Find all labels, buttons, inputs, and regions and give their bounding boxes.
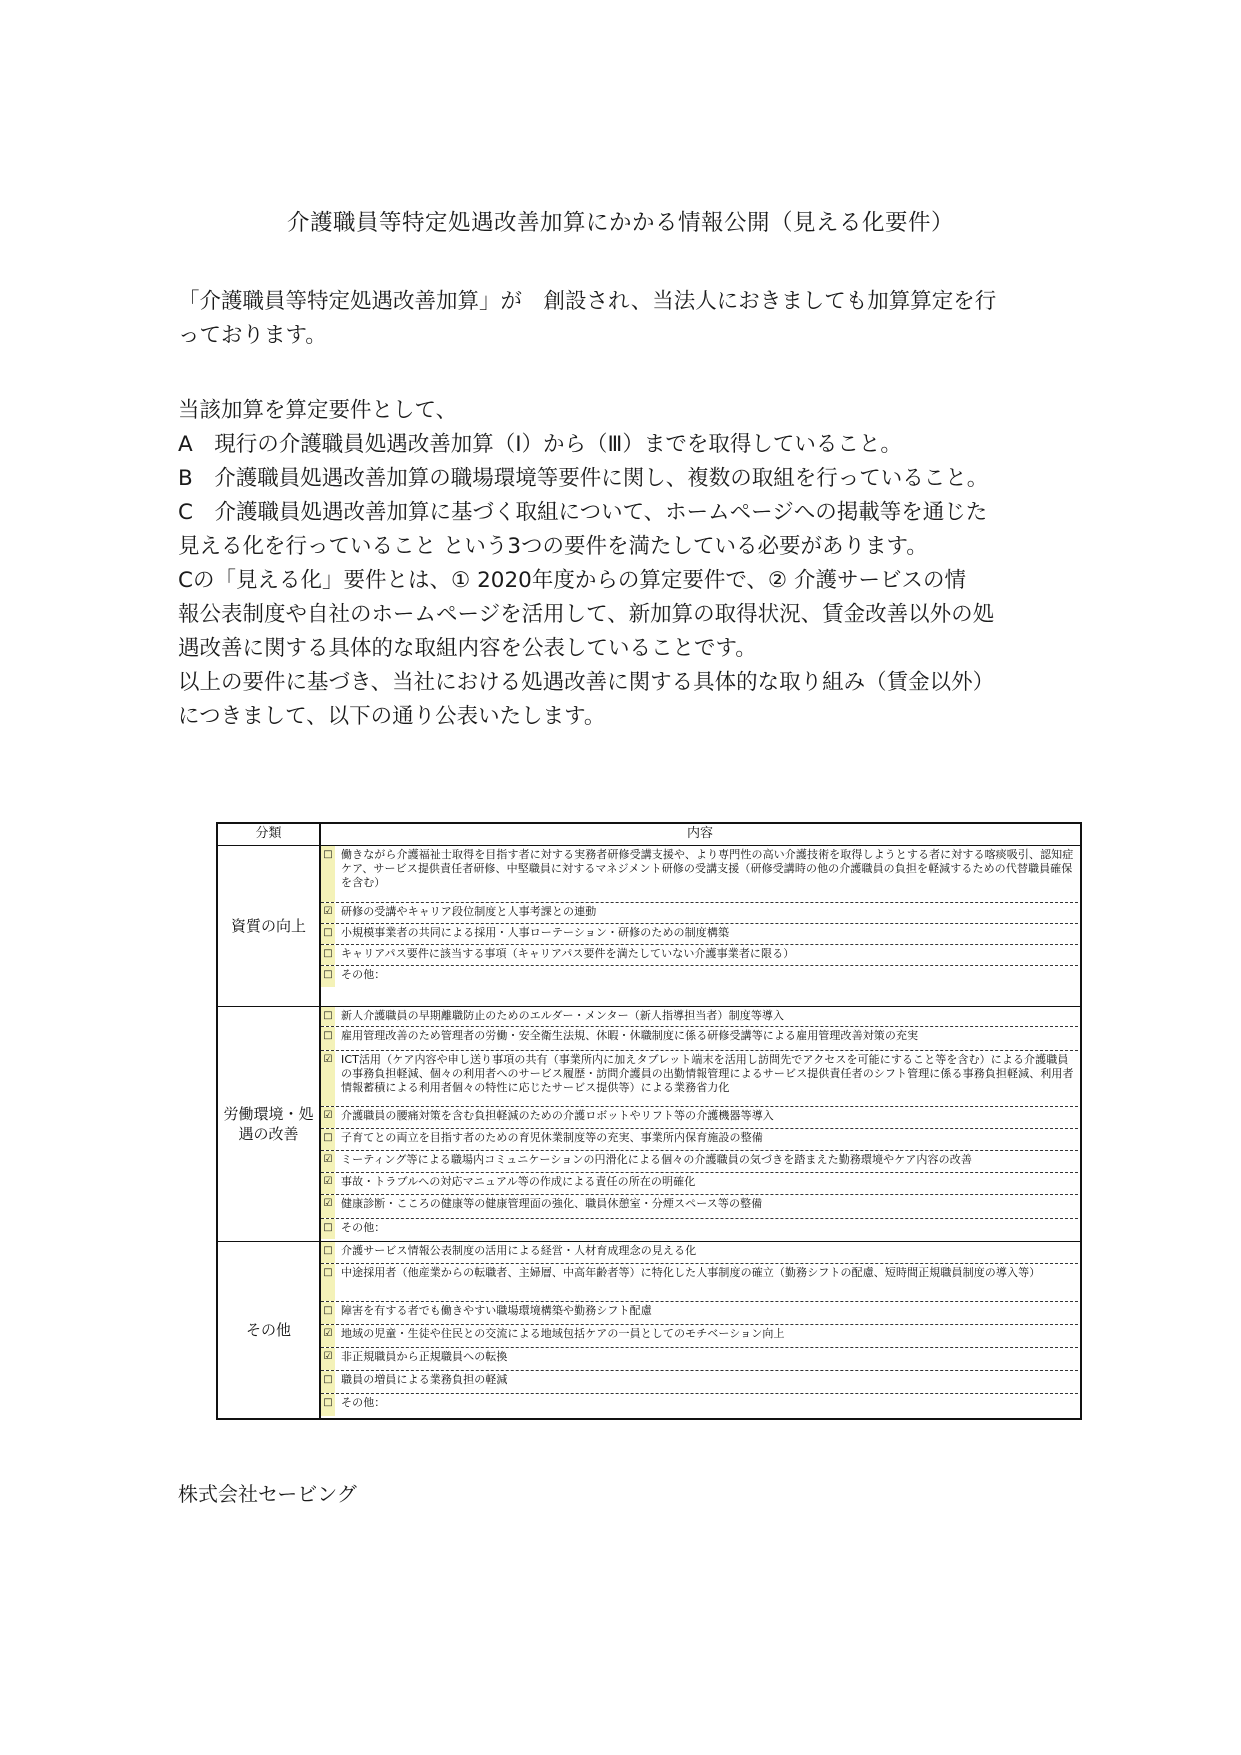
table-row [321,966,1078,987]
category-label: 労働環境・処遇の改善 [223,1105,314,1143]
row-text: 働きながら介護福祉士取得を目指す者に対する実務者研修受講支援や、より専門性の高い介護技術を取得しようとする者に対する喀痰吸引、認知症ケア、サービス提供責任者研修、中堅職員に対するマネジメント研修の受講支援（研修受講時の他の介護職員の負担を軽減するための代替職員確保を含む） [341,848,1074,889]
checkbox: ☑ [321,1348,335,1370]
checkbox: □ [321,846,335,902]
body-line: 見える化を行っていること という3つの要件を満たしている必要があります。 [178,534,928,559]
row-text: 非正規職員から正規職員への転換 [341,1350,508,1363]
row-text: 地域の児童・生徒や住民との交流による地域包括ケアの一員としてのモチベーション向上 [341,1327,785,1340]
table-header [218,824,1080,846]
row-text: その他： [341,1396,386,1409]
category-label: 資質の向上 [230,917,306,935]
checkbox: □ [321,1264,335,1301]
table-row [321,846,1078,903]
checkbox: ☑ [321,1051,335,1106]
table-row [321,903,1078,924]
checkbox: □ [321,924,335,944]
row-text: 障害を有する者でも働きやすい職場環境構築や勤務シフト配慮 [341,1304,652,1317]
table-section-quality [218,846,1080,1007]
checkbox: □ [321,1394,335,1416]
row-text: 新人介護職員の早期離職防止のためのエルダー・メンター（新人指導担当者）制度等導入 [341,1009,785,1022]
checkbox: ☑ [321,1151,335,1172]
intro-line: 「介護職員等特定処遇改善加算」が 創設され、当法人におきましても加算算定を行 [178,289,997,314]
body-line: B 介護職員処遇改善加算の職場環境等要件に関し、複数の取組を行っていること。 [178,466,989,491]
table-row [321,1242,1078,1264]
checkbox: ☑ [321,1173,335,1194]
checkbox: ☑ [321,1195,335,1218]
intro-line: っております。 [178,323,327,348]
header-category: 分類 [255,826,282,841]
table-row [321,1151,1078,1173]
row-text: 小規模事業者の共同による採用・人事ローテーション・研修のための制度構築 [341,926,730,939]
checkbox: □ [321,945,335,965]
table-row [321,1027,1078,1051]
intro-paragraph [178,285,1068,353]
requirements-paragraph [178,394,1068,734]
table-row [321,1195,1078,1219]
page-title: 介護職員等特定処遇改善加算にかかる情報公開（見える化要件） [286,210,954,236]
table-row [321,1107,1078,1129]
table-row [321,945,1078,966]
row-text: 中途採用者（他産業からの転職者、主婦層、中高年齢者等）に特化した人事制度の確立（勤務シフトの配慮、短時間正規職員制度の導入等） [341,1266,1041,1279]
table-row [321,1264,1078,1302]
table-row [321,1325,1078,1348]
body-line: 当該加算を算定要件として、 [178,398,458,423]
checkbox: ☑ [321,1325,335,1347]
body-line: 報公表制度や自社のホームページを活用して、新加算の取得状況、賃金改善以外の処 [178,602,995,627]
row-text: 介護職員の腰痛対策を含む負担軽減のための介護ロボットやリフト等の介護機器等導入 [341,1109,774,1122]
row-text: 雇用管理改善のため管理者の労働・安全衛生法規、休暇・休職制度に係る研修受講等による雇用管理改善対策の充実 [341,1029,919,1042]
row-text: 職員の増員による業務負担の軽減 [341,1373,508,1386]
table-row [321,1219,1078,1239]
row-text: キャリアパス要件に該当する事項（キャリアパス要件を満たしていない介護事業者に限る） [341,947,795,960]
checkbox: ☑ [321,1107,335,1128]
table-row [321,924,1078,945]
body-line: A 現行の介護職員処遇改善加算（Ⅰ）から（Ⅲ）までを取得していること。 [178,432,902,457]
row-text: その他： [341,1221,386,1234]
table-row [321,1173,1078,1195]
body-line: 以上の要件に基づき、当社における処遇改善に関する具体的な取り組み（賃金以外） [178,670,995,695]
table-row [321,1129,1078,1151]
checkbox: □ [321,1129,335,1150]
checkbox: □ [321,1007,335,1026]
company-name: 株式会社セービング [178,1482,357,1506]
row-text: 健康診断・こころの健康等の健康管理面の強化、職員休憩室・分煙スペース等の整備 [341,1197,763,1210]
table-section-working-environment [218,1007,1080,1242]
table-row [321,1348,1078,1371]
row-text: ICT活用（ケア内容や申し送り事項の共有（事業所内に加えタブレット端末を活用し訪問先でアクセスを可能にすること等を含む）による介護職員の事務負担軽減、個々の利用者へのサービス履歴・訪問介護員の出勤情報管理によるサービス提供責任者のシフト管理に係る事務負担軽減、利用者情報蓄積による利用者個々の特性に応じたサービス提供等）による業務省力化 [341,1053,1074,1094]
table-row [321,1007,1078,1027]
category-label: その他 [245,1321,291,1339]
row-text: 子育てとの両立を目指す者のための育児休業制度等の充実、事業所内保育施設の整備 [341,1131,763,1144]
table-row [321,1394,1078,1416]
initiatives-table [216,822,1082,1420]
checkbox: □ [321,966,335,987]
table-row [321,1302,1078,1325]
checkbox: □ [321,1242,335,1263]
body-line: C 介護職員処遇改善加算に基づく取組について、ホームページへの掲載等を通じた [178,500,988,525]
checkbox: □ [321,1371,335,1393]
row-text: その他： [341,968,386,981]
body-line: Cの「見える化」要件とは、① 2020年度からの算定要件で、② 介護サービスの情 [178,568,967,593]
row-text: 事故・トラブルへの対応マニュアル等の作成による責任の所在の明確化 [341,1175,696,1188]
row-text: 介護サービス情報公表制度の活用による経営・人材育成理念の見える化 [341,1244,697,1257]
checkbox: □ [321,1302,335,1324]
body-line: につきまして、以下の通り公表いたします。 [178,704,606,729]
table-row [321,1051,1078,1107]
body-line: 遇改善に関する具体的な取組内容を公表していることです。 [178,636,757,661]
header-content: 内容 [686,826,713,841]
table-row [321,1371,1078,1394]
row-text: ミーティング等による職場内コミュニケーションの円滑化による個々の介護職員の気づきを踏まえた勤務環境やケア内容の改善 [341,1153,972,1166]
checkbox: ☑ [321,903,335,923]
table-section-other [218,1242,1080,1418]
checkbox: □ [321,1219,335,1239]
checkbox: □ [321,1027,335,1050]
row-text: 研修の受講やキャリア段位制度と人事考課との連動 [341,905,597,918]
